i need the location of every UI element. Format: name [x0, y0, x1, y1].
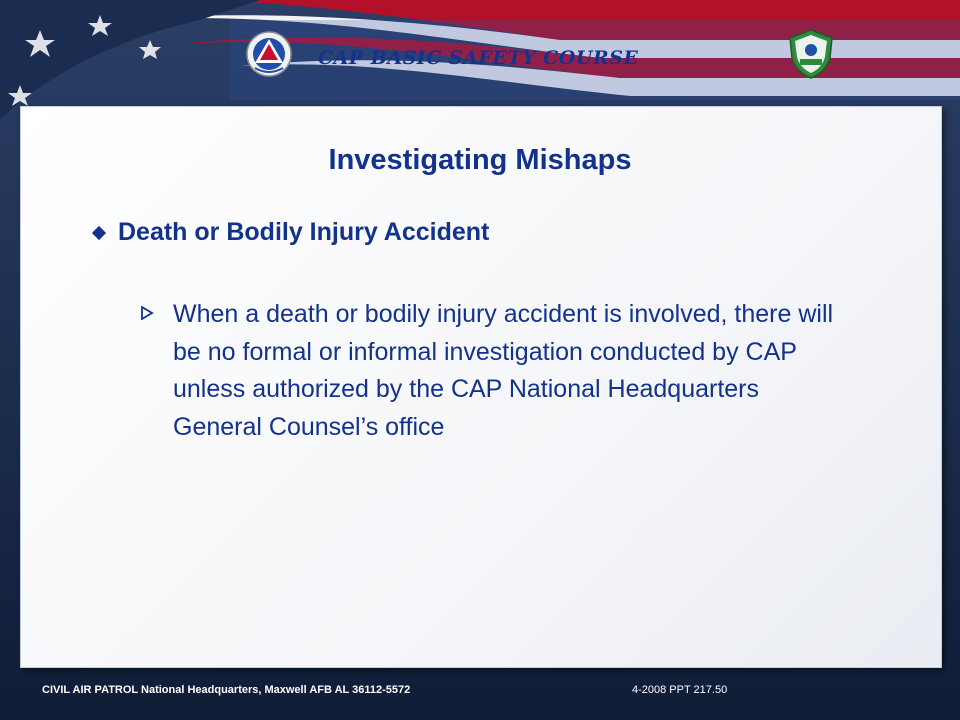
sub-bullet-text: When a death or bodily injury accident is involved, there will be no formal or informal investigation conducted by CAP unless authorized by the CAP National Headquarters General Counsel’s office	[173, 300, 834, 441]
civil-air-patrol-emblem-icon	[245, 30, 293, 78]
main-bullet	[94, 218, 489, 247]
footer-slide-code: 4-2008 PPT 217.50	[632, 684, 728, 696]
arrow-bullet-icon	[140, 306, 154, 320]
diamond-bullet-icon	[92, 225, 106, 239]
slide-title: Investigating Mishaps	[328, 144, 632, 176]
course-title: CAP BASIC SAFETY COURSE	[318, 47, 639, 69]
footer-organization: CIVIL AIR PATROL National Headquarters, Maxwell AFB AL 36112-5572	[42, 684, 411, 696]
sub-bullet	[140, 296, 840, 446]
main-bullet-text: Death or Bodily Injury Accident	[118, 218, 490, 246]
safety-shield-icon	[786, 28, 836, 80]
